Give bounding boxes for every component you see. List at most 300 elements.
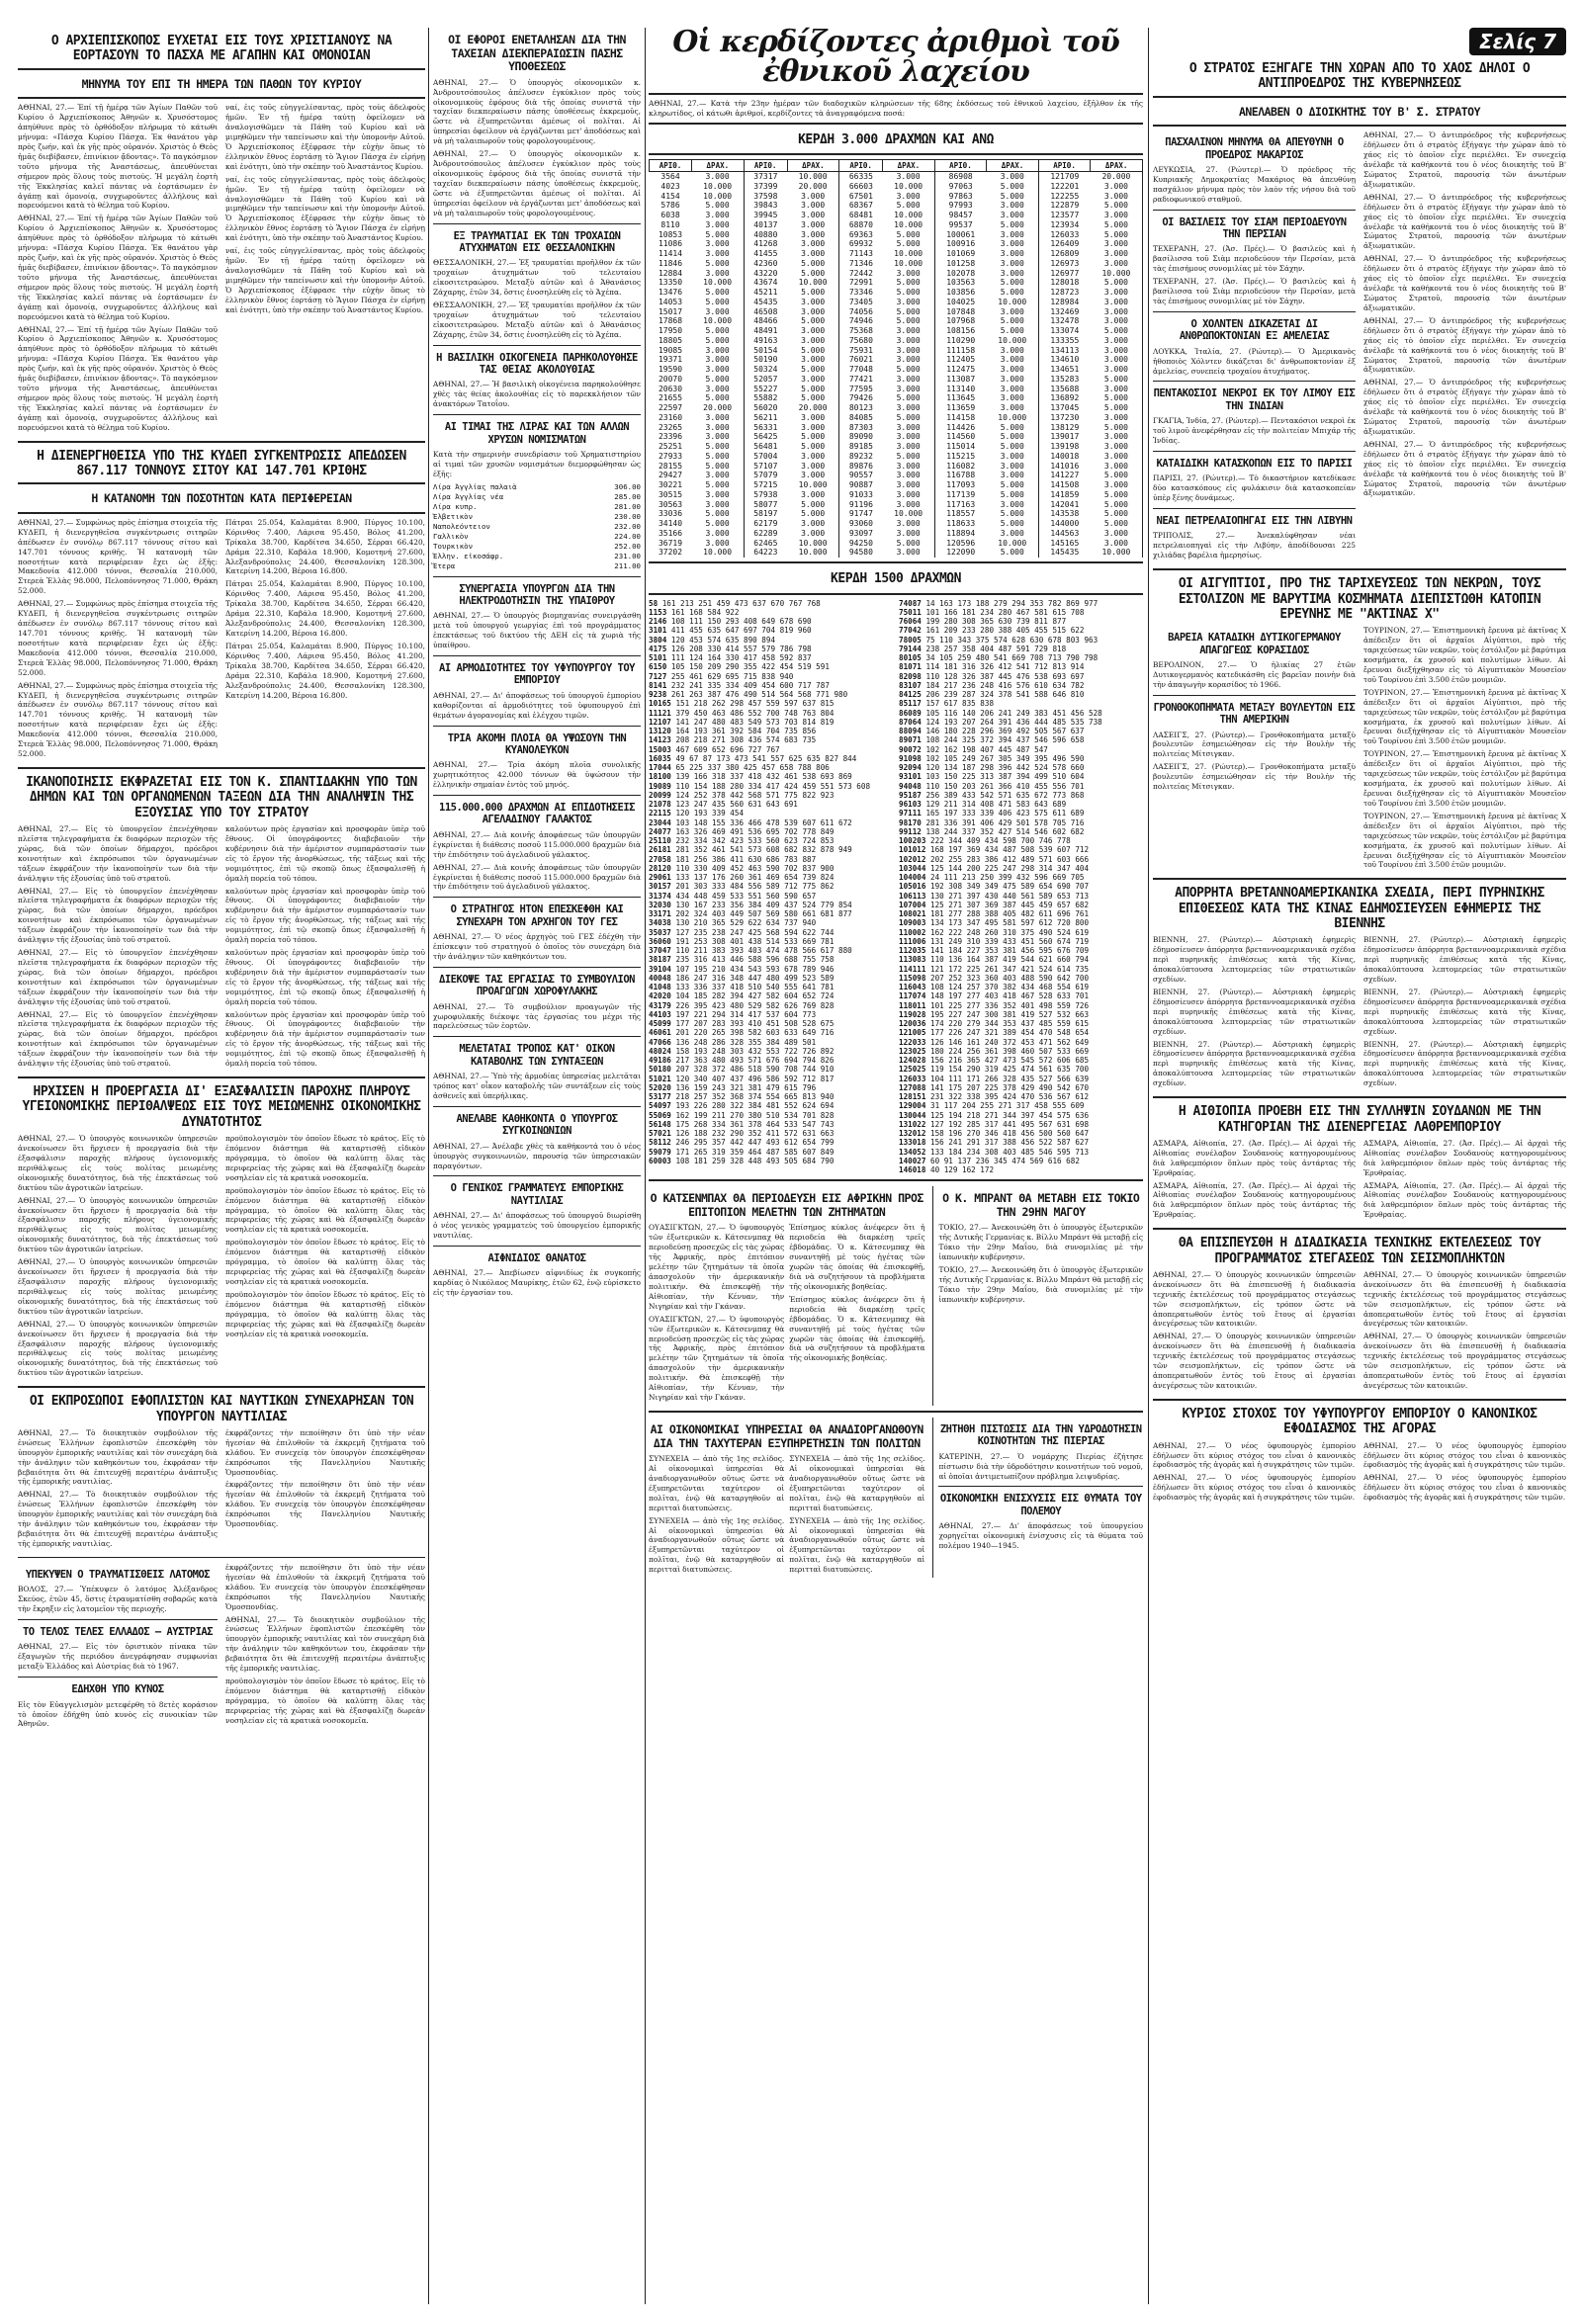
ticket-number: 71143 <box>848 249 873 259</box>
headline: Η ΒΑΣΙΛΙΚΗ ΟΙΚΟΓΕΝΕΙΑ ΠΑΡΗΚΟΛΟΥΘΗΣΕ ΤΑΣ ΘΕΙΑΣ ΑΚΟΛΟΥΘΙΑΣ <box>436 351 638 377</box>
series-number: 18100 <box>649 772 671 782</box>
ticket-number: 33036 <box>658 509 683 519</box>
lottery-row <box>650 500 1143 510</box>
lottery-1500-line <box>649 937 893 946</box>
ticket-number: 107968 <box>946 316 976 326</box>
ticket-endings: 467 609 652 696 727 767 <box>675 744 780 754</box>
lottery-1500-line <box>899 653 1143 662</box>
article-text: ΛΕΥΚΩΣΙΑ, 27. (Ρώυτερ).— Ὁ πρόεδρος τῆς Κυπριακῆς Δημοκρατίας Μακάριος θὰ ἀπευθύνῃ πασχάλιον μήνυμα πρὸς τὸν λαὸν τῆς νήσου διὰ τοῦ ραδιοφωνικοῦ σταθμοῦ. <box>1153 164 1356 204</box>
prize-amount: 5.000 <box>787 259 839 269</box>
ticket-endings: 207 252 323 360 403 488 590 642 700 <box>930 973 1090 983</box>
rate-row: Λίρα Ἀγγλίας νέα 285.00 <box>433 491 641 501</box>
lottery-row <box>650 230 1143 240</box>
series-number: 89071 <box>899 735 922 745</box>
headline: ΣΥΝΕΡΓΑΣΙΑ ΥΠΟΥΡΓΩΝ ΔΙΑ ΤΗΝ ΗΛΕΚΤΡΟΔΟΤΗΣΙΝ ΤΗΣ ΥΠΑΙΘΡΟΥ <box>459 582 615 607</box>
ticket-endings: 180 224 256 361 398 460 507 533 669 <box>930 1046 1090 1056</box>
series-number: 134052 <box>899 1147 926 1157</box>
prize-amount: 3.000 <box>692 365 745 375</box>
ticket-endings: 161 213 251 459 473 637 670 767 768 <box>661 598 821 608</box>
series-number: 75011 <box>899 607 922 617</box>
lottery-1500-line <box>899 1092 1143 1101</box>
ticket-number: 126033 <box>1050 229 1080 239</box>
headline: ΖΗΤΗΘΗ ΠΙΣΤΩΣΙΣ ΔΙΑ ΤΗΝ ΥΔΡΟΔΟΤΗΣΙΝ ΚΟΙΝΟΤΗΤΩΝ ΤΗΣ ΠΙΕΡΙΑΣ <box>939 1422 1142 1448</box>
ticket-number: 94580 <box>848 548 873 558</box>
ticket-number: 43220 <box>753 268 778 278</box>
prize-amount: 3.000 <box>1091 539 1143 549</box>
ticket-endings: 181 256 386 411 630 686 783 887 <box>675 854 817 864</box>
series-number: 84125 <box>899 690 922 699</box>
lottery-1500-line <box>649 918 893 927</box>
prize-amount: 5.000 <box>987 316 1039 326</box>
rate-row: Λίρα Ἀγγλίας παλαιὰ 306.00 <box>433 481 641 491</box>
lottery-1500-line <box>649 864 893 873</box>
prize-amount: 20.000 <box>787 403 839 413</box>
prize-amount: 3.000 <box>692 529 745 539</box>
prize-amount: 5.000 <box>787 316 839 326</box>
ticket-number: 72991 <box>848 278 873 288</box>
series-number: 112035 <box>899 946 926 955</box>
ticket-number: 118894 <box>946 528 976 538</box>
series-number: 4175 <box>649 644 667 653</box>
ticket-endings: 162 222 248 260 310 375 490 524 619 <box>930 927 1090 937</box>
ticket-number: 55882 <box>753 393 778 403</box>
lottery-1500-line <box>649 617 893 626</box>
ticket-number: 75680 <box>848 335 873 345</box>
prize-amount: 10.000 <box>787 172 839 182</box>
ticket-number: 57938 <box>753 489 778 499</box>
prize-amount: 3.000 <box>987 211 1039 220</box>
lottery-1500-line <box>899 937 1143 946</box>
ticket-endings: 141 184 227 353 381 456 595 676 709 <box>930 946 1090 955</box>
lottery-1500-line <box>649 1129 893 1138</box>
series-number: 45099 <box>649 1019 671 1028</box>
lottery-row <box>650 249 1143 259</box>
series-number: 15003 <box>649 744 671 754</box>
lottery-row <box>650 519 1143 529</box>
series-number: 117074 <box>899 991 926 1001</box>
lottery-1500-heading: ΚΕΡΔΗ 1500 ΔΡΑΧΜΩΝ <box>831 571 961 587</box>
ticket-number: 57107 <box>753 461 778 471</box>
prize-amount: 3.000 <box>1091 385 1143 394</box>
ticket-number: 100061 <box>946 229 976 239</box>
prize-amount: 3.000 <box>692 239 745 249</box>
ticket-number: 108156 <box>946 326 976 336</box>
prize-amount: 5.000 <box>987 220 1039 230</box>
lottery-row <box>650 490 1143 500</box>
prize-amount: 3.000 <box>987 500 1039 510</box>
ticket-number: 101258 <box>946 258 976 268</box>
ticket-number: 141859 <box>1050 489 1080 499</box>
ticket-endings: 164 193 361 392 584 704 735 856 <box>675 727 817 735</box>
ticket-endings: 148 197 277 403 418 467 528 633 701 <box>930 991 1090 1001</box>
lottery-1500-line <box>649 681 893 690</box>
article-text: ΤΕΧΕΡΑΝΗ, 27. (Ἀσ. Πρές).— Ὁ βασιλεὺς καὶ ἡ βασίλισσα τοῦ Σιὰμ περιοδεύουν τὴν Περσίαν, μετὰ τὰς ἐπισήμους συνομιλίας μὲ τὸν Σάχην. <box>1153 244 1356 274</box>
article-text: καλούντων πρὸς ἐργασίαν καὶ προσφορὰν ὑπὲρ τοῦ ἔθνους. Οἱ ὑπογράφοντες διαβεβαιοῦν τὴν κυβέρνησιν διὰ τὴν ἀμέριστον συμπαράστασίν των εἰς τὸ ἔργον τῆς ἀνορθώσεως, τῆς τάξεως καὶ τῆς νομιμότητος, ἐπὶ τῷ σκοπῷ ὅπως ἐξασφαλισθῇ ἡ ὁμαλὴ πορεία τοῦ τόπου. <box>225 823 425 883</box>
prize-amount: 5.000 <box>1091 326 1143 336</box>
ticket-number: 6038 <box>660 211 680 220</box>
ticket-number: 4023 <box>660 181 680 191</box>
prize-amount: 3.000 <box>787 490 839 500</box>
headline: ΑΠΟΡΡΗΤΑ ΒΡΕΤΑΝΝΟΑΜΕΡΙΚΑΝΙΚΑ ΣΧΕΔΙΑ, ΠΕΡΙ ΠΥΡΗΝΙΚΗΣ ΕΠΙΘΕΣΕΩΣ ΚΑΤΑ ΤΗΣ ΚΙΝΑΣ ΕΔΗΜΟΣΙΕΥΣΕΝ ΕΦΗΜΕΡΙΣ ΤΗΣ ΒΙΕΝΝΗΣ <box>1175 886 1544 932</box>
series-number: 103044 <box>899 863 926 873</box>
ticket-number: 25251 <box>658 442 683 452</box>
ticket-number: 41455 <box>753 249 778 259</box>
series-number: 109003 <box>899 918 926 928</box>
series-number: 52020 <box>649 1082 671 1092</box>
rate-row: Τουρκικὸν 252.00 <box>433 541 641 551</box>
article-text: ΑΘΗΝΑΙ, 27.— Ὑπὸ τῆς ἁρμοδίας ὑπηρεσίας μελετᾶται τρόπος κατ' οἶκον καταβολῆς τῶν συντάξεων εἰς τοὺς ἀσθενεῖς καὶ ὑπερήλικας. <box>433 1072 641 1100</box>
article-text: ΑΘΗΝΑΙ, 27.— Διὰ κοινῆς ἀποφάσεως τῶν ὑπουργῶν ἐγκρίνεται ἡ διάθεσις ποσοῦ 115.000.000 δραχμῶν διὰ τὴν ἐπιδότησιν τοῦ ἀγελαδινοῦ γάλακτος. <box>433 829 641 859</box>
ticket-endings: 24 111 213 250 399 432 596 669 705 <box>930 873 1085 882</box>
series-number: 54097 <box>649 1101 671 1111</box>
ticket-endings: 49 67 87 173 473 541 557 625 635 827 844 <box>675 753 857 763</box>
lottery-row <box>650 480 1143 490</box>
headline: ΟΙ ΕΦΟΡΟΙ ΕΝΕΤΑΛΗΣΑΝ ΔΙΑ ΤΗΝ ΤΑΧΕΙΑΝ ΔΙΕΚΠΕΡΑΙΩΣΙΝ ΠΑΣΗΣ ΥΠΟΘΕΣΕΩΣ <box>448 33 626 74</box>
series-number: 58 <box>649 598 659 608</box>
lottery-1500-line <box>649 1028 893 1037</box>
ticket-number: 133074 <box>1050 326 1080 336</box>
article-text: ΑΘΗΝΑΙ, 27.— Ἡ βασιλικὴ οἰκογένεια παρηκολούθησε χθὲς τὰς θείας ἀκολουθίας εἰς τὸ παρεκκλήσιον τῶν ἀνακτόρων Τατοΐου. <box>433 380 641 409</box>
series-number: 96103 <box>899 800 922 809</box>
ticket-number: 35166 <box>658 528 683 538</box>
article-text: Κατὰ τὴν σημερινὴν συνεδρίασιν τοῦ Χρηματιστηρίου αἱ τιμαὶ τῶν χρυσῶν νομισμάτων διεμορφώθησαν ὡς ἑξῆς: <box>433 449 641 478</box>
ticket-endings: 165 197 333 339 406 423 575 611 689 <box>925 809 1085 818</box>
lottery-row <box>650 326 1143 336</box>
ticket-number: 57004 <box>753 451 778 461</box>
ticket-endings: 102 162 198 407 445 487 547 <box>925 744 1048 754</box>
ticket-endings: 175 268 334 361 378 464 533 547 743 <box>675 1119 835 1129</box>
ticket-number: 139198 <box>1050 442 1080 452</box>
lottery-1500-line <box>649 1056 893 1065</box>
lottery-row <box>650 365 1143 375</box>
prize-amount: 3.000 <box>692 307 745 317</box>
ticket-endings: 31 117 204 255 271 317 458 555 609 <box>930 1101 1085 1111</box>
ticket-number: 67501 <box>848 191 873 201</box>
ticket-number: 128984 <box>1050 297 1080 306</box>
ticket-endings: 136 159 243 321 381 479 615 796 <box>675 1082 817 1092</box>
series-number: 58112 <box>649 1138 671 1148</box>
lottery-row <box>650 403 1143 413</box>
article-text: ΑΘΗΝΑΙ, 27.— Ὁ ὑπουργὸς βιομηχανίας συνειργάσθη μετὰ τοῦ ὑπουργοῦ γεωργίας ἐπὶ τοῦ προγράμματος ἐπεκτάσεως τοῦ δικτύου τῆς ΔΕΗ εἰς τὰ χωριὰ τῆς ὑπαίθρου. <box>433 611 641 650</box>
prize-amount: 10.000 <box>1091 269 1143 279</box>
prize-amount: 5.000 <box>692 509 745 519</box>
prize-amount: 3.000 <box>883 500 935 510</box>
article-text: Εἰς τὸν Εὐαγγελισμὸν μετεφέρθη τὸ 8ετὲς κοράσιον τὸ ὁποῖον ἐδήχθη ὑπὸ κυνὸς εἰς συνοικίαν τῶν Ἀθηνῶν. <box>18 1699 218 1729</box>
ticket-number: 68481 <box>848 211 873 220</box>
lottery-1500-line <box>649 974 893 983</box>
article-text: ΛΑΣΕΙΓΣ, 27. (Ρώυτερ).— Γρονθοκοπήματα μεταξὺ βουλευτῶν ἐσημειώθησαν εἰς τὴν Βουλὴν τῆς πολιτείας Μίτσιγκαν. <box>1153 730 1356 759</box>
prize-amount: 5.000 <box>987 423 1039 433</box>
headline: ΤΟ ΤΕΛΟΣ ΤΕΛΕΣ ΕΛΛΑΔΟΣ — ΑΥΣΤΡΙΑΣ <box>22 1626 214 1639</box>
ticket-number: 94250 <box>848 538 873 548</box>
ticket-number: 57079 <box>753 471 778 480</box>
ticket-endings: 123 247 435 560 631 643 691 <box>675 800 798 809</box>
ticket-number: 110290 <box>946 335 976 345</box>
column-3: Οἱ κερδίζοντες ἀριθμοὶ τοῦ ἐθνικοῦ λαχείου ΑΘΗΝΑΙ, 27.— Κατὰ τὴν 23ην ἡμέραν τῶν διαδοχικῶν κληρώσεων τῆς 68ης ἐκδόσεως τοῦ ἐθνικοῦ λαχείου, ἐξῆλθον ἐκ τῆς κληρωτίδος, οἱ κάτωθι ἀριθμοί, κερδίζοντες τὰ ἀναγραφόμενα ποσά: ΚΕΡΔΗ 3.000 ΔΡΑΧΜΩΝ ΚΑΙ ΑΝΩ ΑΡΙΘ. ΔΡΑΧ. ΑΡΙΘ. ΔΡΑΧ. ΑΡΙΘ. ΔΡΑΧ. ΑΡΙΘ. ΔΡΑΧ. ΑΡΙΘ. ΔΡΑΧ. 3564 3.000 37317 10.000 66335 3.000 86908 3.000 121709 20.000 4023 10.000 37399 20.000 66603 10.000 97063 5.000 122201 3.000 4154 10.000 37598 3.000 67501 3.000 97863 5.000 122255 3.000 5786 5.000 39843 3.000 68367 5.000 97993 3.000 122879 5.000 6038 3.000 39945 3.000 68481 10.000 98457 3.000 123577 3.000 8110 3.000 40137 3.000 68870 10.000 99537 5.000 123934 5.000 10853 5.000 40880 3.000 69363 5.000 100061 3.000 126033 5.000 11086 3.000 41268 3.000 69932 5.000 100916 3.000 126409 3.000 11414 3.000 41455 3.000 71143 10.000 101069 3.000 126809 3.000 11846 5.000 42360 5.000 71346 10.000 101258 3.000 126973 3.000 12884 3.000 43220 5.000 72442 3.000 102078 3.000 126977 10.000 13350 10.000 43674 10.000 72991 5.000 103563 5.000 128018 5.000 13476 5.000 45211 5.000 73346 5.000 103856 5.000 128723 3.000 14053 5.000 45435 3.000 73405 3.000 104025 10.000 128984 3.000 15017 3.000 46508 3.000 74056 5.000 107848 3.000 132469 3.000 17868 10.000 48466 5.000 74946 5.000 107968 5.000 132478 3.000 17950 5.000 48491 3.000 75368 3.000 108156 5.000 133074 5.000 18805 5.000 49163 3.000 75680 3.000 110290 10.000 133355 3.000 19085 3.000 50154 5.000 75931 3.000 111158 3.000 134113 3.000 19371 3.000 50190 3.000 76021 3.000 112405 3.000 134610 3.000 19590 3.000 50324 5.000 77048 5.000 112475 3.000 134651 3.000 20070 5.000 52057 3.000 77421 3.000 113087 3.000 135283 5.000 20630 3.000 55227 5.000 77595 3.000 113140 3.000 135688 3.000 21655 5.000 55882 5.000 79426 5.000 113645 3.000 136892 5.000 22597 20.000 56020 20.000 80123 3.000 113659 3.000 137045 5.000 23160 3.000 56211 3.000 84085 5.000 114158 10.000 137230 3.000 23265 3.000 56331 3.000 87303 3.000 114426 5.000 138129 5.000 23396 3.000 56425 5.000 89090 3.000 114560 5.000 139017 3.000 25251 5.000 56481 5.000 89185 3.000 115014 5.000 139198 3.000 27933 5.000 57004 3.000 89232 5.000 115215 3.000 140018 3.000 28155 5.000 57107 3.000 89876 3.000 116082 3.000 141016 3.000 29427 3.000 57079 3.000 90557 3.000 116788 3.000 141227 5.000 30221 5.000 57215 10.000 90887 3.000 117093 5.000 141508 3.000 30515 3.000 57938 3.000 91033 3.000 117139 5.000 141859 5.000 30563 3.000 58077 5.000 91196 3.000 117163 3.000 142041 5.000 33036 5.000 58197 5.000 91747 10.000 118557 5.000 143538 5.000 34140 5.000 62179 3.000 93060 3.000 118633 5.000 144000 5.000 35166 3.000 62289 3.000 93097 3.000 118894 3.000 144563 3.000 36719 3.000 62465 10.000 94250 5.000 120596 10.000 145165 3.000 37202 10.000 64223 10.000 94580 3.000 122090 5.000 145435 10.000 ΚΕΡΔΗ 1500 ΔΡΑΧΜΩΝ 58 161 213 251 459 473 637 670 767 768 1153 161 168 584 922 2146 108 111 150 293 408 649 678 690 3101 411 455 635 647 697 704 819 960 3804 120 453 574 635 890 894 4175 126 208 330 414 557 579 786 798 5101 111 124 164 330 417 458 592 837 6150 105 150 209 290 355 422 454 519 591 7127 255 461 629 695 715 838 940 8141 232 241 335 334 409 454 600 717 787 9238 261 263 387 476 490 514 564 568 771 980 10165 151 218 262 298 457 559 597 637 815 11121 379 450 463 486 552 700 748 763 804 12107 141 247 480 483 549 573 703 814 819 13120 164 193 361 392 584 704 735 856 14123 208 218 271 308 436 574 683 735 15003 467 609 652 696 727 767 16035 49 67 87 173 473 541 557 625 635 827 844 17044 65 225 337 380 425 457 658 788 806 18100 139 166 318 337 418 432 461 538 693 869 19089 110 154 188 280 334 417 424 459 551 573 608 20099 124 252 378 442 568 571 775 822 923 21078 123 247 435 560 631 643 691 22115 120 193 339 454 23044 103 148 155 336 466 478 539 607 611 672 24077 163 326 469 491 536 695 702 778 849 25110 232 334 342 423 533 560 623 724 853 26181 281 352 461 541 573 608 682 832 878 949 27058 181 256 386 411 630 686 783 887 28120 110 330 409 452 463 590 702 837 900 29061 133 137 176 260 361 469 654 739 824 30157 201 303 333 484 556 589 712 775 862 31374 434 448 459 533 551 560 590 657 32030 130 167 233 356 384 409 437 524 779 854 33171 202 324 403 449 507 569 580 661 681 877 34038 130 210 365 529 622 634 737 940 35037 127 235 238 247 425 568 594 622 744 36060 191 253 308 401 438 514 533 669 781 37047 110 211 383 393 403 474 478 566 617 880 38187 235 316 413 446 588 596 688 755 758 39104 107 195 210 434 543 593 678 789 946 40048 186 247 316 348 447 480 499 523 589 41048 133 336 337 418 510 540 555 641 781 42020 104 185 282 394 427 582 604 652 724 43179 226 395 423 480 529 582 626 769 828 44103 197 221 294 314 417 537 604 773 45099 177 207 283 393 410 451 508 528 675 46061 201 220 265 398 582 603 633 649 716 47066 136 248 286 328 355 384 489 501 48024 158 193 248 303 432 553 722 726 892 49186 217 363 480 493 571 676 694 794 826 50180 207 328 372 486 518 590 708 744 910 51021 120 340 407 437 496 586 592 712 817 52020 136 159 243 321 381 479 615 796 53177 218 257 352 368 374 554 665 813 940 54097 193 226 280 322 384 481 552 624 694 55069 162 199 211 270 380 510 534 701 828 56148 175 268 334 361 378 464 533 547 743 57021 126 188 232 290 352 411 572 631 663 58112 246 295 357 442 447 493 612 654 799 59079 171 265 319 359 464 487 585 607 849 60003 108 181 259 328 448 493 505 684 790 74087 14 163 173 188 279 294 353 782 869 977 75011 101 166 181 234 280 467 581 615 708 76064 199 280 308 365 630 739 811 877 77042 161 209 233 280 388 405 455 515 622 78005 75 110 343 375 574 628 630 678 803 963 79144 238 257 358 404 487 591 729 818 80105 34 105 259 480 541 669 708 713 790 798 81071 114 181 316 326 412 541 712 813 914 82098 110 128 326 387 445 476 538 693 697 83107 184 217 236 248 416 576 610 634 782 84125 206 239 287 324 378 541 588 646 810 85117 157 617 835 838 86089 105 116 140 206 241 249 383 451 456 528 87064 124 193 207 264 391 436 444 485 535 738 88094 146 180 228 296 369 492 505 567 637 89071 108 244 325 372 394 437 546 596 658 90072 102 162 198 407 445 487 547 91098 102 105 249 267 305 349 395 496 590 92094 120 134 187 298 396 442 524 578 660 93101 103 150 225 313 387 394 499 510 604 94048 110 150 203 261 366 410 455 556 701 95187 256 389 433 542 571 635 672 773 868 96103 129 211 314 408 471 583 643 689 97111 165 197 333 339 406 423 575 611 689 98170 281 336 391 406 429 501 578 705 716 99112 138 244 337 352 427 514 546 602 682 100203 222 344 409 434 598 700 746 778 101012 168 197 369 434 487 508 539 607 712 102012 202 255 283 386 412 489 571 603 666 103044 125 144 200 225 247 298 314 347 404 104004 24 111 213 250 399 432 596 669 705 105016 192 308 349 349 475 589 654 690 707 106113 130 271 397 430 440 561 589 653 713 107004 125 271 307 369 387 445 459 657 682 108021 181 277 288 388 405 482 611 696 761 109003 134 173 347 495 581 597 612 720 800 110002 162 222 248 260 310 375 490 524 619 111006 131 249 310 339 433 451 560 674 719 112035 141 184 227 353 381 456 595 676 709 113083 110 136 164 387 419 544 621 660 794 114111 121 172 225 261 347 421 524 614 735 115098 207 252 323 360 403 488 590 642 700 116043 108 124 257 370 382 434 468 554 619 117074 148 197 277 403 418 467 528 633 701 118011 101 225 277 336 352 401 498 559 726 119028 195 227 247 300 381 419 527 532 663 120036 174 220 279 344 353 437 485 559 615 121005 177 226 247 321 389 454 470 548 654 122033 126 146 161 240 372 453 471 562 649 123025 180 224 256 361 398 460 507 533 669 124028 156 216 365 427 473 545 572 606 685 125025 119 154 290 319 425 474 561 635 700 126033 104 111 171 266 328 435 527 566 639 127088 141 175 207 225 378 429 490 542 670 128151 231 322 338 395 424 470 536 567 612 129004 31 117 204 255 271 317 458 555 609 130044 125 194 218 271 344 397 454 575 636 131022 127 192 285 317 441 495 567 631 698 132012 158 196 270 346 418 456 500 560 647 133018 156 241 291 317 388 456 522 587 627 134052 133 184 234 308 403 485 546 595 713 140027 60 91 137 236 345 474 569 616 682 146018 40 129 162 172 Ο ΚΑΤΣΕΝΜΠΑΧ ΘΑ ΠΕΡΙΟΔΕΥΣΗ ΕΙΣ ΑΦΡΙΚΗΝ ΠΡΟΣ ΕΠΙΤΟΠΙΟΝ ΜΕΛΕΤΗΝ ΤΩΝ ΖΗΤΗΜΑΤΩΝ ΟΥΑΣΙΓΚΤΩΝ, 27.— Ὁ ὑφυπουργὸς τῶν ἐξωτερικῶν κ. Κάτσενμπαχ θὰ περιοδεύσῃ προσεχῶς εἰς τὰς χώρας τῆς Ἀφρικῆς, πρὸς ἐπιτόπιον μελέτην τῶν ζητημάτων τὰ ὁποῖα ἀπασχολοῦν τὴν ἀμερικανικὴν πολιτικήν. Θὰ ἐπισκεφθῇ τὴν Αἰθιοπίαν, τὴν Κένυαν, τὴν Νιγηρίαν καὶ τὴν Γκάναν. ΟΥΑΣΙΓΚΤΩΝ, 27.— Ὁ ὑφυπουργὸς τῶν ἐξωτερικῶν κ. Κάτσενμπαχ θὰ περιοδεύσῃ προσεχῶς εἰς τὰς χώρας τῆς Ἀφρικῆς, πρὸς ἐπιτόπιον μελέτην τῶν ζητημάτων τὰ ὁποῖα ἀπασχολοῦν τὴν ἀμερικανικὴν πολιτικήν. Θὰ ἐπισκεφθῇ τὴν Αἰθιοπίαν, τὴν Κένυαν, τὴν Νιγηρίαν καὶ τὴν Γκάναν. Ἐπίσημος κύκλος ἀνέφερεν ὅτι ἡ περιοδεία θὰ διαρκέσῃ τρεῖς ἑβδομάδας. Ὁ κ. Κάτσενμπαχ θὰ συναντηθῇ μὲ τοὺς ἡγέτας τῶν χωρῶν τὰς ὁποίας θὰ ἐπισκεφθῇ, διὰ νὰ συζητήσουν τὰ προβλήματα τῆς οἰκονομικῆς βοηθείας. Ἐπίσημος κύκλος ἀνέφερεν ὅτι ἡ περιοδεία θὰ διαρκέσῃ τρεῖς ἑβδομάδας. Ὁ κ. Κάτσενμπαχ θὰ συναντηθῇ μὲ τοὺς ἡγέτας τῶν χωρῶν τὰς ὁποίας θὰ ἐπισκεφθῇ, διὰ νὰ συζητήσουν τὰ προβλήματα τῆς οἰκονομικῆς βοηθείας. Ο Κ. ΜΠΡΑΝΤ ΘΑ ΜΕΤΑΒΗ ΕΙΣ ΤΟΚΙΟ ΤΗΝ 29ΗΝ ΜΑΓΟΥ ΤΟΚΙΟ, 27.— Ἀνεκοινώθη ὅτι ὁ ὑπουργὸς ἐξωτερικῶν τῆς Δυτικῆς Γερμανίας κ. Βίλλυ Μπράντ θὰ μεταβῇ εἰς Τόκιο τὴν 29ην Μαΐου, διὰ συνομιλίας μὲ τὴν ἰαπωνικὴν κυβέρνησιν. ΤΟΚΙΟ, 27.— Ἀνεκοινώθη ὅτι ὁ ὑπουργὸς ἐξωτερικῶν τῆς Δυτικῆς Γερμανίας κ. Βίλλυ Μπράντ θὰ μεταβῇ εἰς Τόκιο τὴν 29ην Μαΐου, διὰ συνομιλίας μὲ τὴν ἰαπωνικὴν κυβέρνησιν. ΑΙ ΟΙΚΟΝΟΜΙΚΑΙ ΥΠΗΡΕΣΙΑΙ ΘΑ ΑΝΑΔΙΟΡΓΑΝΩΘΟΥΝ ΔΙΑ ΤΗΝ ΤΑΧΥΤΕΡΑΝ ΕΞΥΠΗΡΕΤΗΣΙΝ ΤΩΝ ΠΟΛΙΤΩΝ ΣΥΝΕΧΕΙΑ — ἀπὸ τῆς 1ης σελίδος. Αἱ οἰκονομικαὶ ὑπηρεσίαι θὰ ἀναδιοργανωθοῦν οὕτως ὥστε νὰ ἐξυπηρετῶνται ταχύτερον οἱ πολῖται, ἐνῷ θὰ καταργηθοῦν αἱ περιτταὶ διατυπώσεις. ΣΥΝΕΧΕΙΑ — ἀπὸ τῆς 1ης σελίδος. Αἱ οἰκονομικαὶ ὑπηρεσίαι θὰ ἀναδιοργανωθοῦν οὕτως ὥστε νὰ ἐξυπηρετῶνται ταχύτερον οἱ πολῖται, ἐνῷ θὰ καταργηθοῦν αἱ περιτταὶ διατυπώσεις. ΣΥΝΕΧΕΙΑ — ἀπὸ τῆς 1ης σελίδος. Αἱ οἰκονομικαὶ ὑπηρεσίαι θὰ ἀναδιοργανωθοῦν οὕτως ὥστε νὰ ἐξυπηρετῶνται ταχύτερον οἱ πολῖται, ἐνῷ θὰ καταργηθοῦν αἱ περιτταὶ διατυπώσεις. ΣΥΝΕΧΕΙΑ — ἀπὸ τῆς 1ης σελίδος. Αἱ οἰκονομικαὶ ὑπηρεσίαι θὰ ἀναδιοργανωθοῦν οὕτως ὥστε νὰ ἐξυπηρετῶνται ταχύτερον οἱ πολῖται, ἐνῷ θὰ καταργηθοῦν αἱ περιτταὶ διατυπώσεις. ΖΗΤΗΘΗ ΠΙΣΤΩΣΙΣ ΔΙΑ ΤΗΝ ΥΔΡΟΔΟΤΗΣΙΝ ΚΟΙΝΟΤΗΤΩΝ ΤΗΣ ΠΙΕΡΙΑΣ ΚΑΤΕΡΙΝΗ, 27.— Ὁ νομάρχης Πιερίας ἐζήτησε πίστωσιν διὰ τὴν ὑδροδότησιν κοινοτήτων τοῦ νομοῦ, αἱ ὁποῖαι ἀντιμετωπίζουν πρόβλημα λειψυδρίας. ΟΙΚΟΝΟΜΙΚΗ ΕΝΙΣΧΥΣΙΣ ΕΙΣ ΘΥΜΑΤΑ ΤΟΥ ΠΟΛΕΜΟΥ ΑΘΗΝΑΙ, 27.— Δι' ἀποφάσεως τοῦ ὑπουργείου χορηγεῖται οἰκονομικὴ ἐνίσχυσις εἰς τὰ θύματα τοῦ πολέμου 1940—1945. <box>649 28 1143 1578</box>
ticket-endings: 181 277 288 388 405 482 611 696 761 <box>930 909 1090 918</box>
prize-amount: 3.000 <box>692 249 745 259</box>
prize-amount: 3.000 <box>1091 182 1143 192</box>
ticket-endings: 186 247 316 348 447 480 499 523 589 <box>675 973 835 983</box>
series-number: 77042 <box>899 626 922 636</box>
prize-amount: 5.000 <box>883 230 935 240</box>
lottery-row <box>650 385 1143 394</box>
prize-amount: 3.000 <box>692 346 745 356</box>
ticket-number: 144000 <box>1050 519 1080 529</box>
series-number: 82098 <box>899 671 922 681</box>
prize-amount: 3.000 <box>1091 346 1143 356</box>
series-number: 80105 <box>899 653 922 662</box>
ticket-number: 37202 <box>658 548 683 558</box>
headline: Ο ΧΟΛΝΤΕΝ ΔΙΚΑΖΕΤΑΙ ΔΙ ΑΝΘΡΩΠΟΚΤΟΝΙΑΝ ΕΞ ΑΜΕΛΕΙΑΣ <box>1179 317 1330 343</box>
ticket-number: 66335 <box>848 172 873 182</box>
prize-amount: 5.000 <box>692 230 745 240</box>
prize-amount: 5.000 <box>1091 519 1143 529</box>
series-number: 41048 <box>649 983 671 991</box>
series-number: 47066 <box>649 1037 671 1047</box>
ticket-endings: 14 163 173 188 279 294 353 782 869 977 <box>925 598 1099 608</box>
ticket-number: 4154 <box>660 191 680 201</box>
ticket-endings: 146 180 228 296 369 492 505 567 637 <box>925 727 1085 735</box>
prize-amount: 5.000 <box>1091 490 1143 500</box>
ticket-number: 46508 <box>753 306 778 316</box>
lottery-row <box>650 298 1143 307</box>
ticket-number: 5786 <box>660 201 680 211</box>
lottery-1500-line <box>649 645 893 653</box>
ticket-number: 89185 <box>848 442 873 452</box>
series-number: 130044 <box>899 1110 926 1120</box>
ticket-endings: 125 194 218 271 344 397 454 575 636 <box>930 1110 1090 1120</box>
headline: ΔΙΕΚΟΨΕ ΤΑΣ ΕΡΓΑΣΙΑΣ ΤΟ ΣΥΜΒΟΥΛΙΟΝ ΠΡΟΑΓΩΓΩΝ ΧΩΡΟΦΥΛΑΚΗΣ <box>439 973 635 998</box>
ticket-number: 118633 <box>946 519 976 529</box>
ticket-number: 144563 <box>1050 528 1080 538</box>
article-text: ΑΘΗΝΑΙ, 27.— Δι' ἀποφάσεως τοῦ ὑπουργοῦ ἐμπορίου καθορίζονται αἱ ἀρμοδιότητες τοῦ ὑφυπουργοῦ ἐπὶ θεμάτων ἀγορανομίας καὶ ἐλέγχου τιμῶν. <box>433 690 641 720</box>
article-text: ΑΘΗΝΑΙ, 27.— Συμφώνως πρὸς ἐπίσημα στοιχεῖα τῆς ΚΥΔΕΠ, ἡ διενεργηθεῖσα συγκέντρωσις σιτηρῶν ἀπέδωσεν ἐν συνόλῳ 867.117 τόννους σίτου καὶ 147.701 τόννους κριθῆς. Ἡ κατανομὴ τῶν ποσοτήτων κατὰ περιφέρειαν ἔχει ὡς ἑξῆς: Μακεδονία 412.000 τόννοι, Θεσσαλία 210.000, Στερεὰ Ἑλλὰς 98.000, Πελοπόννησος 71.000, Θράκη 52.000. <box>18 517 218 596</box>
series-number: 26181 <box>649 845 671 855</box>
series-number: 23044 <box>649 818 671 827</box>
ticket-endings: 281 352 461 541 573 608 682 832 878 949 <box>675 845 852 855</box>
prize-amount: 10.000 <box>987 539 1039 549</box>
lottery-1500-line <box>899 974 1143 983</box>
lottery-1500-line <box>649 946 893 955</box>
article-text: ΑΘΗΝΑΙ, 27.— Τὸ συμβούλιον προαγωγῶν τῆς χωροφυλακῆς διέκοψε τὰς ἐργασίας του μέχρι τῆς παρελεύσεως τῶν ἑορτῶν. <box>433 1001 641 1031</box>
ticket-number: 50154 <box>753 345 778 355</box>
lottery-1500-line <box>649 1083 893 1092</box>
ticket-number: 56331 <box>753 422 778 432</box>
ticket-number: 138129 <box>1050 422 1080 432</box>
series-number: 59079 <box>649 1147 671 1157</box>
prize-amount: 10.000 <box>883 259 935 269</box>
ticket-number: 11086 <box>658 239 683 249</box>
ticket-number: 15017 <box>658 306 683 316</box>
prize-amount: 3.000 <box>987 201 1039 211</box>
prize-amount: 5.000 <box>1091 471 1143 480</box>
lottery-masthead: Οἱ κερδίζοντες ἀριθμοὶ τοῦ ἐθνικοῦ λαχείου <box>649 28 1143 95</box>
ticket-number: 134113 <box>1050 345 1080 355</box>
article-text: ΑΘΗΝΑΙ, 27.— Ὁ ὑπουργὸς κοινωνικῶν ὑπηρεσιῶν ἀνεκοίνωσεν ὅτι θὰ ἐπισπευσθῇ ἡ διαδικασία τεχνικῆς ἐκτελέσεως τοῦ προγράμματος στεγάσεως τῶν σεισμοπλήκτων, εἰς τρόπον ὥστε νὰ ἀποπερατωθοῦν ἐντὸς τοῦ ἔτους αἱ ἐργασίαι ἀνεγέρσεως τῶν κατοικιῶν. <box>1153 1269 1356 1329</box>
ticket-number: 97993 <box>948 201 973 211</box>
lottery-row <box>650 288 1143 298</box>
prize-amount: 3.000 <box>883 519 935 529</box>
subheadline: ΑΝΕΛΑΒΕΝ Ο ΔΙΟΙΚΗΤΗΣ ΤΟΥ Β' Σ. ΣΤΡΑΤΟΥ <box>1238 104 1481 119</box>
prize-amount: 5.000 <box>692 326 745 336</box>
prize-amount: 5.000 <box>987 278 1039 288</box>
series-number: 92094 <box>899 763 922 772</box>
ticket-endings: 201 303 333 484 556 589 712 775 862 <box>675 882 835 892</box>
ticket-number: 56425 <box>753 432 778 442</box>
ticket-endings: 201 220 265 398 582 603 633 649 716 <box>675 1028 835 1038</box>
ticket-number: 90887 <box>848 480 873 490</box>
prize-amount: 5.000 <box>883 365 935 375</box>
ticket-number: 74946 <box>848 316 873 326</box>
series-number: 1153 <box>649 607 667 617</box>
article-text: Πάτραι 25.054, Καλαμάται 8.900, Πύργος 10.100, Κόρινθος 7.400, Λάρισα 95.450, Βόλος 41.200, Τρίκαλα 38.700, Καρδίτσα 34.650, Σέρραι 66.420, Δράμα 22.310, Καβάλα 18.900, Κομοτηνή 27.600, Ἀλεξανδρούπολις 24.400, Θεσσαλονίκη 128.300, Κατερίνη 14.200, Βέροια 16.800. <box>225 517 425 576</box>
prize-amount: 5.000 <box>987 490 1039 500</box>
ticket-number: 102078 <box>946 268 976 278</box>
prize-amount: 5.000 <box>787 500 839 510</box>
series-number: 24077 <box>649 826 671 836</box>
lottery-1500-line <box>899 672 1143 681</box>
article-text: ΑΘΗΝΑΙ, 27.— Τρία ἀκόμη πλοῖα συνολικῆς χωρητικότητος 42.000 τόννων θὰ ὑψώσουν τὴν ἑλληνικὴν σημαίαν ἐντὸς τοῦ μηνός. <box>433 760 641 790</box>
series-number: 49186 <box>649 1056 671 1065</box>
lottery-1500-line <box>899 827 1143 836</box>
ticket-number: 98457 <box>948 211 973 220</box>
prize-amount: 5.000 <box>1091 423 1143 433</box>
lottery-row <box>650 423 1143 433</box>
series-number: 120036 <box>899 1019 926 1028</box>
lottery-row <box>650 432 1143 442</box>
article-text: Ἐπίσημος κύκλος ἀνέφερεν ὅτι ἡ περιοδεία θὰ διαρκέσῃ τρεῖς ἑβδομάδας. Ὁ κ. Κάτσενμπαχ θὰ συναντηθῇ μὲ τοὺς ἡγέτας τῶν χωρῶν τὰς ὁποίας θὰ ἐπισκεφθῇ, διὰ νὰ συζητήσουν τὰ προβλήματα τῆς οἰκονομικῆς βοηθείας. <box>789 1223 925 1291</box>
ticket-endings: 207 328 372 486 518 590 708 744 910 <box>675 1065 835 1075</box>
prize-amount: 3.000 <box>883 442 935 452</box>
lottery-row <box>650 307 1143 317</box>
series-number: 93101 <box>899 772 922 782</box>
prize-amount: 3.000 <box>787 298 839 307</box>
headline: ΜΕΛΕΤΑΤΑΙ ΤΡΟΠΟΣ ΚΑΤ' ΟΙΚΟΝ ΚΑΤΑΒΟΛΗΣ ΤΩΝ ΣΥΝΤΑΞΕΩΝ <box>459 1043 615 1068</box>
lottery-row <box>650 413 1143 423</box>
series-number: 51021 <box>649 1074 671 1083</box>
lottery-1500-line <box>649 882 893 891</box>
lottery-1500-line <box>899 1138 1143 1147</box>
series-number: 39104 <box>649 964 671 974</box>
lottery-row <box>650 172 1143 182</box>
lottery-1500-line <box>649 955 893 964</box>
prize-amount: 3.000 <box>1091 365 1143 375</box>
ticket-endings: 226 395 423 480 529 582 626 769 828 <box>675 1000 835 1010</box>
series-number: 19089 <box>649 781 671 791</box>
series-number: 132012 <box>899 1129 926 1138</box>
series-number: 20099 <box>649 790 671 800</box>
ticket-endings: 255 461 629 695 715 838 940 <box>670 671 794 681</box>
ticket-endings: 110 154 188 280 334 417 424 459 551 573 608 <box>675 781 871 791</box>
ticket-number: 112475 <box>946 365 976 375</box>
ticket-endings: 202 324 403 449 507 569 580 661 681 877 <box>675 909 852 918</box>
lottery-row <box>650 509 1143 519</box>
article-text: ΑΘΗΝΑΙ, 27.— Ὁ ὑπουργὸς κοινωνικῶν ὑπηρεσιῶν ἀνεκοίνωσεν ὅτι ἤρχισεν ἡ προεργασία διὰ τὴν ἐξασφάλισιν παροχῆς πλήρους ὑγειονομικῆς περιθάλψεως εἰς τοὺς πολίτας μειωμένης οἰκονομικῆς δυνατότητος, διὰ τῆς ἐπεκτάσεως τοῦ δικτύου τῶν ἀγροτικῶν ἰατρείων. <box>18 1134 218 1192</box>
ticket-number: 42360 <box>753 258 778 268</box>
series-number: 95187 <box>899 790 922 800</box>
series-number: 46061 <box>649 1028 671 1038</box>
lottery-1500-left <box>649 599 893 1175</box>
ticket-number: 93097 <box>848 528 873 538</box>
prize-amount: 5.000 <box>692 288 745 298</box>
prize-amount: 3.000 <box>1091 211 1143 220</box>
prize-amount: 3.000 <box>787 239 839 249</box>
rate-row: Γαλλικὸν 224.00 <box>433 531 641 541</box>
prize-amount: 10.000 <box>692 316 745 326</box>
ticket-number: 56020 <box>753 403 778 413</box>
prize-amount: 10.000 <box>883 182 935 192</box>
ticket-number: 79426 <box>848 393 873 403</box>
prize-amount: 5.000 <box>1091 375 1143 385</box>
series-number: 17044 <box>649 763 671 772</box>
lottery-1500-line <box>899 599 1143 608</box>
article-text: ΑΘΗΝΑΙ, 27.— Δι' ἀποφάσεως τοῦ ὑπουργείου χορηγεῖται οἰκονομικὴ ἐνίσχυσις εἰς τὰ θύματα τοῦ πολέμου 1940—1945. <box>938 1521 1143 1551</box>
ticket-number: 126973 <box>1050 258 1080 268</box>
prize-amount: 3.000 <box>987 393 1039 403</box>
ticket-number: 117163 <box>946 499 976 509</box>
ticket-endings: 156 241 291 317 388 456 522 587 627 <box>930 1138 1090 1148</box>
prize-amount: 3.000 <box>987 471 1039 480</box>
prize-amount: 3.000 <box>787 201 839 211</box>
headline: ΟΙ ΕΚΠΡΟΣΩΠΟΙ ΕΦΟΠΛΙΣΤΩΝ ΚΑΙ ΝΑΥΤΙΚΩΝ ΣΥΝΕΧΑΡΗΣΑΝ ΤΟΝ ΥΠΟΥΡΓΟΝ ΝΑΥΤΙΛΙΑΣ <box>29 1394 414 1424</box>
lottery-1500-line <box>649 754 893 763</box>
headline: ΤΡΙΑ ΑΚΟΜΗ ΠΛΟΙΑ ΘΑ ΥΨΩΣΟΥΝ ΤΗΝ ΚΥΑΝΟΛΕΥΚΟΝ <box>447 732 627 756</box>
prize-amount: 10.000 <box>787 278 839 288</box>
lottery-1500-line <box>649 653 893 662</box>
ticket-number: 30221 <box>658 480 683 490</box>
lottery-1500-line <box>899 983 1143 991</box>
prize-amount: 5.000 <box>987 480 1039 490</box>
ticket-number: 103856 <box>946 288 976 298</box>
article-text: ΑΣΜΑΡΑ, Αἰθιοπία, 27. (Ἀσ. Πρές).— Αἱ ἀρχαὶ τῆς Αἰθιοπίας συνέλαβον Σουδανοὺς κατηγορουμένους διὰ λαθρεμπόριον ὅπλων πρὸς τοὺς ἀντάρτας τῆς Ἐρυθραίας. <box>1153 1138 1356 1177</box>
headline: ΠΕΝΤΑΚΟΣΙΟΙ ΝΕΚΡΟΙ ΕΚ ΤΟΥ ΛΙΜΟΥ ΕΙΣ ΤΗΝ ΙΝΔΙΑΝ <box>1153 387 1356 412</box>
ticket-endings: 131 249 310 339 433 451 560 674 719 <box>930 936 1090 946</box>
article-text: ΒΟΛΟΣ, 27.— Ὑπέκυψεν ὁ λατόμος Ἀλέξανδρος Σκεύος, ἐτῶν 45, ὅστις ἐτραυματίσθη σοβαρῶς κατὰ τὴν ἔκρηξιν εἰς λατομεῖον τῆς περιοχῆς. <box>18 1585 218 1614</box>
ticket-endings: 104 185 282 394 427 582 604 652 724 <box>675 991 835 1001</box>
ticket-endings: 108 244 325 372 394 437 546 596 658 <box>925 735 1085 745</box>
ticket-endings: 261 263 387 476 490 514 564 568 771 980 <box>670 690 848 699</box>
headline: ΕΞ ΤΡΑΥΜΑΤΙΑΙ ΕΚ ΤΩΝ ΤΡΟΧΑΙΩΝ ΑΤΥΧΗΜΑΤΩΝ ΕΙΣ ΘΕΣΣΑΛΟΝΙΚΗΝ <box>453 229 621 254</box>
prize-amount: 5.000 <box>692 201 745 211</box>
ticket-endings: 40 129 162 172 <box>930 1165 995 1174</box>
lottery-row <box>650 316 1143 326</box>
ticket-number: 121709 <box>1050 172 1080 182</box>
ticket-number: 93060 <box>848 519 873 529</box>
series-number: 35037 <box>649 927 671 937</box>
ticket-endings: 156 216 365 427 473 545 572 606 685 <box>930 1056 1090 1065</box>
prize-amount: 3.000 <box>692 490 745 500</box>
series-number: 22115 <box>649 809 671 818</box>
prize-amount: 5.000 <box>883 239 935 249</box>
prize-amount: 5.000 <box>692 298 745 307</box>
ticket-number: 139017 <box>1050 432 1080 442</box>
ticket-endings: 232 334 342 423 533 560 623 724 853 <box>675 836 835 845</box>
prize-amount: 3.000 <box>787 307 839 317</box>
ticket-number: 11414 <box>658 249 683 259</box>
column-2: ΟΙ ΕΦΟΡΟΙ ΕΝΕΤΑΛΗΣΑΝ ΔΙΑ ΤΗΝ ΤΑΧΕΙΑΝ ΔΙΕΚΠΕΡΑΙΩΣΙΝ ΠΑΣΗΣ ΥΠΟΘΕΣΕΩΣ ΑΘΗΝΑΙ, 27.— Ὁ ὑπουργὸς οἰκονομικῶν κ. Ἀνδρουτσόπουλος ἀπέλυσεν ἐγκύκλιον πρὸς τοὺς οἰκονομικοὺς ἐφόρους διὰ τῆς ὁποίας συνιστᾶ τὴν ταχεῖαν διεκπεραίωσιν πάσης ὑποθέσεως ἐκκρεμοῦς, ὥστε νὰ ἐξυπηρετῶνται ἀμέσως οἱ πολῖται. Αἱ ὑπηρεσίαι ὀφείλουν νὰ ἐργάζωνται μετ' ἀποδόσεως καὶ νὰ μὴ ταλαιπωροῦν τοὺς φορολογουμένους. ΑΘΗΝΑΙ, 27.— Ὁ ὑπουργὸς οἰκονομικῶν κ. Ἀνδρουτσόπουλος ἀπέλυσεν ἐγκύκλιον πρὸς τοὺς οἰκονομικοὺς ἐφόρους διὰ τῆς ὁποίας συνιστᾶ τὴν ταχεῖαν διεκπεραίωσιν πάσης ὑποθέσεως ἐκκρεμοῦς, ὥστε νὰ ἐξυπηρετῶνται ἀμέσως οἱ πολῖται. Αἱ ὑπηρεσίαι ὀφείλουν νὰ ἐργάζωνται μετ' ἀποδόσεως καὶ νὰ μὴ ταλαιπωροῦν τοὺς φορολογουμένους. ΕΞ ΤΡΑΥΜΑΤΙΑΙ ΕΚ ΤΩΝ ΤΡΟΧΑΙΩΝ ΑΤΥΧΗΜΑΤΩΝ ΕΙΣ ΘΕΣΣΑΛΟΝΙΚΗΝ ΘΕΣΣΑΛΟΝΙΚΗ, 27.— Ἐξ τραυματίαι προῆλθον ἐκ τῶν τροχαίων ἀτυχημάτων τοῦ τελευταίου εἰκοσιτετραώρου. Μεταξὺ αὐτῶν καὶ ὁ Ἀθανάσιος Ζάχαρης, ἐτῶν 34, ὅστις ἐνοσηλεύθη εἰς τὸ Ἀχέπα. ΘΕΣΣΑΛΟΝΙΚΗ, 27.— Ἐξ τραυματίαι προῆλθον ἐκ τῶν τροχαίων ἀτυχημάτων τοῦ τελευταίου εἰκοσιτετραώρου. Μεταξὺ αὐτῶν καὶ ὁ Ἀθανάσιος Ζάχαρης, ἐτῶν 34, ὅστις ἐνοσηλεύθη εἰς τὸ Ἀχέπα. Η ΒΑΣΙΛΙΚΗ ΟΙΚΟΓΕΝΕΙΑ ΠΑΡΗΚΟΛΟΥΘΗΣΕ ΤΑΣ ΘΕΙΑΣ ΑΚΟΛΟΥΘΙΑΣ ΑΘΗΝΑΙ, 27.— Ἡ βασιλικὴ οἰκογένεια παρηκολούθησε χθὲς τὰς θείας ἀκολουθίας εἰς τὸ παρεκκλήσιον τῶν ἀνακτόρων Τατοΐου. ΑΙ ΤΙΜΑΙ ΤΗΣ ΛΙΡΑΣ ΚΑΙ ΤΩΝ ΑΛΛΩΝ ΧΡΥΣΩΝ ΝΟΜΙΣΜΑΤΩΝ Κατὰ τὴν σημερινὴν συνεδρίασιν τοῦ Χρηματιστηρίου αἱ τιμαὶ τῶν χρυσῶν νομισμάτων διεμορφώθησαν ὡς ἑξῆς: Λίρα Ἀγγλίας παλαιὰ 306.00 Λίρα Ἀγγλίας νέα 285.00 Λίρα κυπρ. 281.00 Ἐλβετικὸν 230.00 Ναπολεόντειον 232.00 Γαλλικὸν 224.00 Τουρκικὸν 252.00 Ἑλλην. εἰκοσάφρ. 231.00 Ἔτερα 211.00 ΣΥΝΕΡΓΑΣΙΑ ΥΠΟΥΡΓΩΝ ΔΙΑ ΤΗΝ ΗΛΕΚΤΡΟΔΟΤΗΣΙΝ ΤΗΣ ΥΠΑΙΘΡΟΥ ΑΘΗΝΑΙ, 27.— Ὁ ὑπουργὸς βιομηχανίας συνειργάσθη μετὰ τοῦ ὑπουργοῦ γεωργίας ἐπὶ τοῦ προγράμματος ἐπεκτάσεως τοῦ δικτύου τῆς ΔΕΗ εἰς τὰ χωριὰ τῆς ὑπαίθρου. ΑΙ ΑΡΜΟΔΙΟΤΗΤΕΣ ΤΟΥ ΥΦΥΠΟΥΡΓΟΥ ΤΟΥ ΕΜΠΟΡΙΟΥ ΑΘΗΝΑΙ, 27.— Δι' ἀποφάσεως τοῦ ὑπουργοῦ ἐμπορίου καθορίζονται αἱ ἀρμοδιότητες τοῦ ὑφυπουργοῦ ἐπὶ θεμάτων ἀγορανομίας καὶ ἐλέγχου τιμῶν. ΤΡΙΑ ΑΚΟΜΗ ΠΛΟΙΑ ΘΑ ΥΨΩΣΟΥΝ ΤΗΝ ΚΥΑΝΟΛΕΥΚΟΝ ΑΘΗΝΑΙ, 27.— Τρία ἀκόμη πλοῖα συνολικῆς χωρητικότητος 42.000 τόννων θὰ ὑψώσουν τὴν ἑλληνικὴν σημαίαν ἐντὸς τοῦ μηνός. 115.000.000 ΔΡΑΧΜΩΝ ΑΙ ΕΠΙΔΟΤΗΣΕΙΣ ΑΓΕΛΑΔΙΝΟΥ ΓΑΛΑΚΤΟΣ ΑΘΗΝΑΙ, 27.— Διὰ κοινῆς ἀποφάσεως τῶν ὑπουργῶν ἐγκρίνεται ἡ διάθεσις ποσοῦ 115.000.000 δραχμῶν διὰ τὴν ἐπιδότησιν τοῦ ἀγελαδινοῦ γάλακτος. ΑΘΗΝΑΙ, 27.— Διὰ κοινῆς ἀποφάσεως τῶν ὑπουργῶν ἐγκρίνεται ἡ διάθεσις ποσοῦ 115.000.000 δραχμῶν διὰ τὴν ἐπιδότησιν τοῦ ἀγελαδινοῦ γάλακτος. Ο ΣΤΡΑΤΗΓΟΣ ΗΤΟΝ ΕΠΕΣΚΕΦΘΗ ΚΑΙ ΣΥΝΕΧΑΡΗ ΤΟΝ ΑΡΧΗΓΟΝ ΤΟΥ ΓΕΣ ΑΘΗΝΑΙ, 27.— Ὁ νέος ἀρχηγὸς τοῦ ΓΕΣ ἐδέχθη τὴν ἐπίσκεψιν τοῦ στρατηγοῦ ὁ ὁποῖος τὸν συνεχάρη διὰ τὴν ἀνάληψιν τῶν καθηκόντων του. ΔΙΕΚΟΨΕ ΤΑΣ ΕΡΓΑΣΙΑΣ ΤΟ ΣΥΜΒΟΥΛΙΟΝ ΠΡΟΑΓΩΓΩΝ ΧΩΡΟΦΥΛΑΚΗΣ ΑΘΗΝΑΙ, 27.— Τὸ συμβούλιον προαγωγῶν τῆς χωροφυλακῆς διέκοψε τὰς ἐργασίας του μέχρι τῆς παρελεύσεως τῶν ἑορτῶν. ΜΕΛΕΤΑΤΑΙ ΤΡΟΠΟΣ ΚΑΤ' ΟΙΚΟΝ ΚΑΤΑΒΟΛΗΣ ΤΩΝ ΣΥΝΤΑΞΕΩΝ ΑΘΗΝΑΙ, 27.— Ὑπὸ τῆς ἁρμοδίας ὑπηρεσίας μελετᾶται τρόπος κατ' οἶκον καταβολῆς τῶν συντάξεων εἰς τοὺς ἀσθενεῖς καὶ ὑπερήλικας. ΑΝΕΛΑΒΕ ΚΑΘΗΚΟΝΤΑ Ο ΥΠΟΥΡΓΟΣ ΣΥΓΚΟΙΝΩΝΙΩΝ ΑΘΗΝΑΙ, 27.— Ἀνέλαβε χθὲς τὰ καθήκοντά του ὁ νέος ὑπουργὸς συγκοινωνιῶν, παρουσίᾳ τῶν ὑπηρεσιακῶν παραγόντων. Ο ΓΕΝΙΚΟΣ ΓΡΑΜΜΑΤΕΥΣ ΕΜΠΟΡΙΚΗΣ ΝΑΥΤΙΛΙΑΣ ΑΘΗΝΑΙ, 27.— Δι' ἀποφάσεως τοῦ ὑπουργοῦ διωρίσθη ὁ νέος γενικὸς γραμματεὺς τοῦ ὑπουργείου ἐμπορικῆς ναυτιλίας. ΑΙΦΝΙΔΙΟΣ ΘΑΝΑΤΟΣ ΑΘΗΝΑΙ, 27.— Ἀπεβίωσεν αἰφνιδίως ἐκ συγκοπῆς καρδίας ὁ Νικόλαος Μαυρίκης, ἐτῶν 62, ἐνῷ εὑρίσκετο εἰς τὴν ἐργασίαν του. <box>433 33 641 1298</box>
article-text: ναί, ἐις τοῦς εὐηγγελίσαντας, πρὸς τοὺς ἀδελφοὺς ἡμῶν. Ἐν τῇ ἡμέρᾳ ταύτῃ ὀφείλομεν νὰ ἀναλογισθῶμεν τὰ Πάθη τοῦ Κυρίου καὶ νὰ μιμηθῶμεν τὴν ταπείνωσιν καὶ τὴν ὑπομονὴν Αὐτοῦ. Ὁ Ἀρχιεπίσκοπος ἐξέφρασε τὴν εὐχὴν ὅπως τὸ ἑλληνικὸν ἔθνος ἑορτάσῃ τὸ Ἅγιον Πάσχα ἐν εἰρήνῃ καὶ ἑνότητι, ὑπὸ τὴν σκέπην τοῦ Ἀναστάντος Κυρίου. <box>225 103 425 171</box>
lottery-1500-line <box>649 845 893 854</box>
ticket-endings: 168 197 369 434 487 508 539 607 712 <box>930 845 1090 855</box>
prize-amount: 3.000 <box>1091 529 1143 539</box>
lottery-1500-line <box>899 864 1143 873</box>
prize-amount: 10.000 <box>883 249 935 259</box>
prize-amount: 3.000 <box>1091 480 1143 490</box>
lottery-1500-line <box>899 1120 1143 1129</box>
prize-amount: 3.000 <box>692 539 745 549</box>
ticket-endings: 238 257 358 404 487 591 729 818 <box>925 644 1067 653</box>
